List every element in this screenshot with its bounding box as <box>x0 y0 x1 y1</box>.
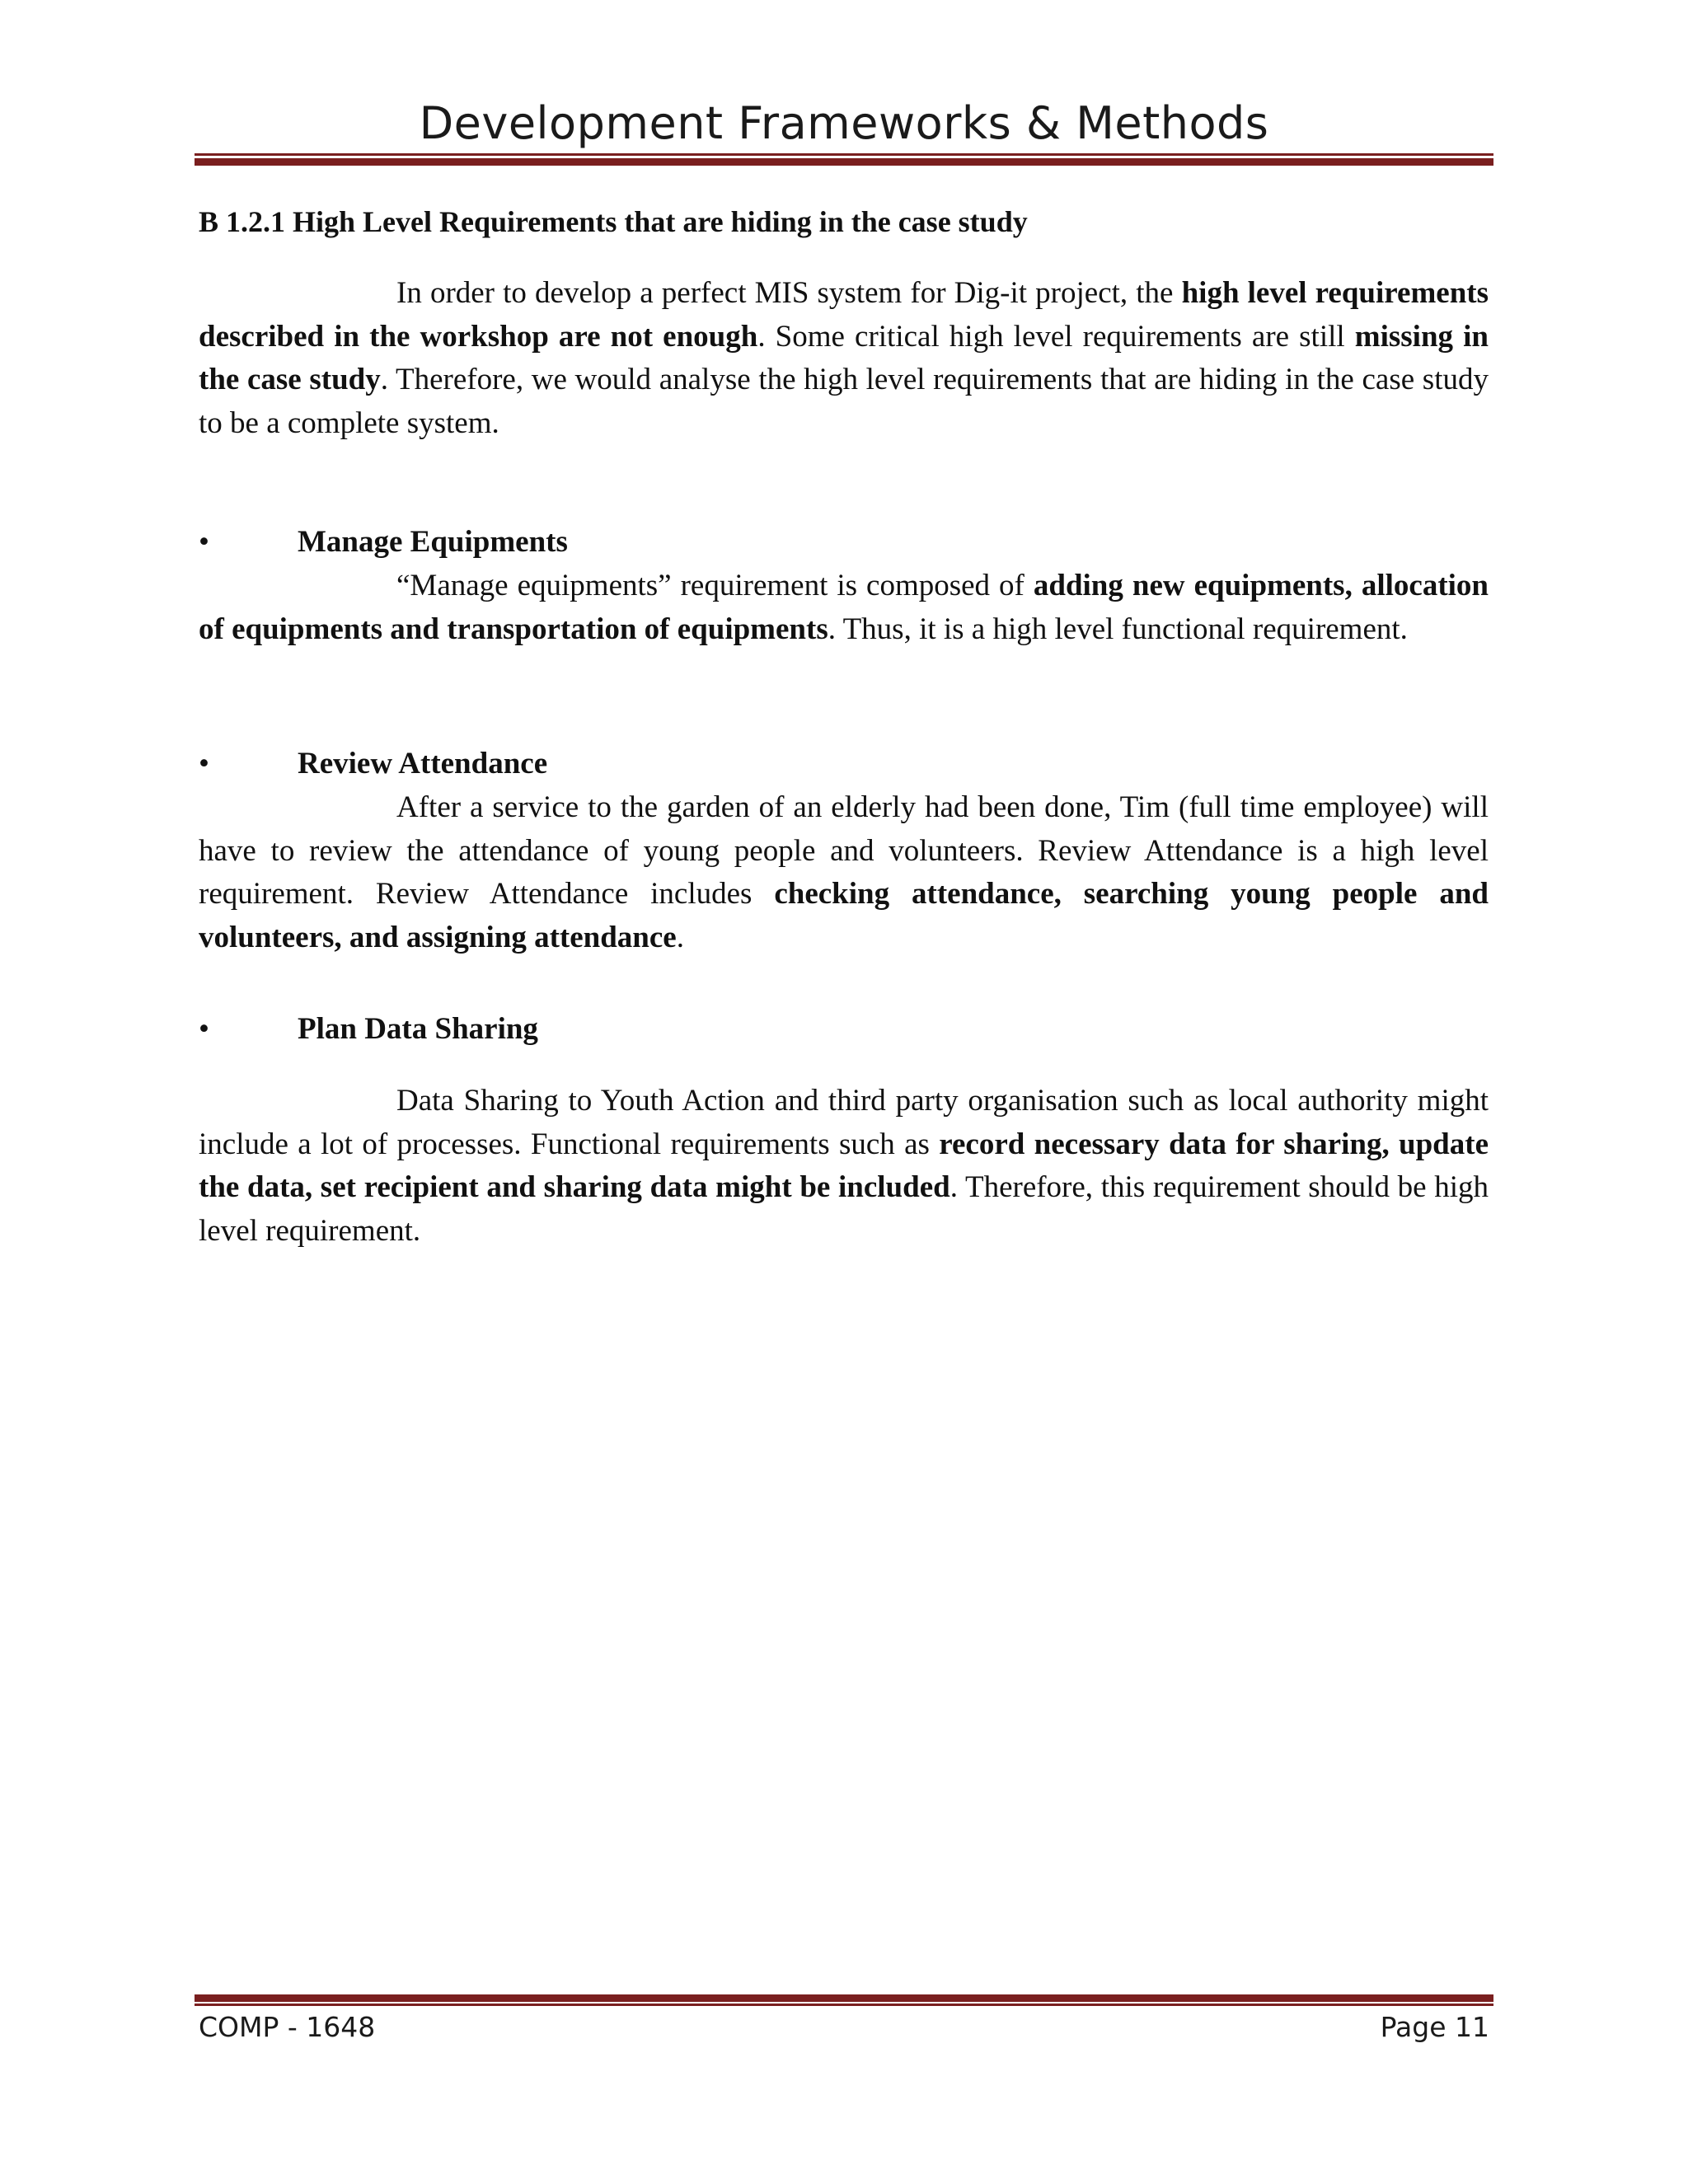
bullet-icon: • <box>199 525 209 559</box>
bullet-title: Manage Equipments <box>298 525 568 559</box>
item-bold: checking attendance, searching young people and volunteers, and assigning attendance <box>199 877 1489 954</box>
item-bold: adding new equipments, allocation of equipments and transportation of equipments <box>199 569 1489 646</box>
item-text-2: . Thus, it is a high level functional requirement. <box>828 612 1408 646</box>
intro-bold-1: high level requirements described in the workshop are not enough <box>199 276 1489 354</box>
bullet-title: Review Attendance <box>298 747 548 780</box>
footer-rule-thin <box>195 2004 1493 2006</box>
item-bold: record necessary data for sharing, update the data, set recipient and sharing data might be included <box>199 1127 1489 1204</box>
header-rule-thin <box>195 153 1493 156</box>
page-header-title: Development Frameworks & Methods <box>419 97 1269 149</box>
item-text-1: After a service to the garden of an elderly had been done, Tim (full time employee) will have to review the attendance of young people and volunteers. Review Attendance is a high level requirement. Review Attendance includes <box>199 790 1489 911</box>
bullet-icon: • <box>199 747 209 780</box>
item-text-2: . <box>676 920 684 954</box>
intro-bold-2: missing in the case study <box>199 319 1489 396</box>
header-rule-thick <box>195 158 1493 166</box>
intro-text-3: . Therefore, we would analyse the high level requirements that are hiding in the case study to be a complete system. <box>199 363 1489 440</box>
bullet-title: Plan Data Sharing <box>298 1012 538 1046</box>
footer-page-number: Page 11 <box>1380 2011 1489 2043</box>
section-heading: B 1.2.1 High Level Requirements that are hiding in the case study <box>199 205 1028 238</box>
intro-paragraph <box>199 272 1489 445</box>
footer-course-code: COMP - 1648 <box>199 2011 376 2043</box>
manage-equipments-paragraph <box>199 565 1489 651</box>
bullet-icon: • <box>199 1012 209 1046</box>
intro-text-1: In order to develop a perfect MIS system for Dig-it project, the <box>396 276 1182 310</box>
plan-data-sharing-paragraph <box>199 1080 1489 1253</box>
item-text-1: “Manage equipments” requirement is composed of <box>396 569 1034 602</box>
footer-rule-thick <box>195 1994 1493 2002</box>
item-text-2: . Therefore, this requirement should be high level requirement. <box>199 1170 1489 1248</box>
review-attendance-paragraph <box>199 786 1489 959</box>
intro-text-2: . Some critical high level requirements are still <box>757 319 1355 354</box>
item-text-1: Data Sharing to Youth Action and third party organisation such as local authority might include a lot of processes. Functional requirements such as <box>199 1084 1489 1161</box>
